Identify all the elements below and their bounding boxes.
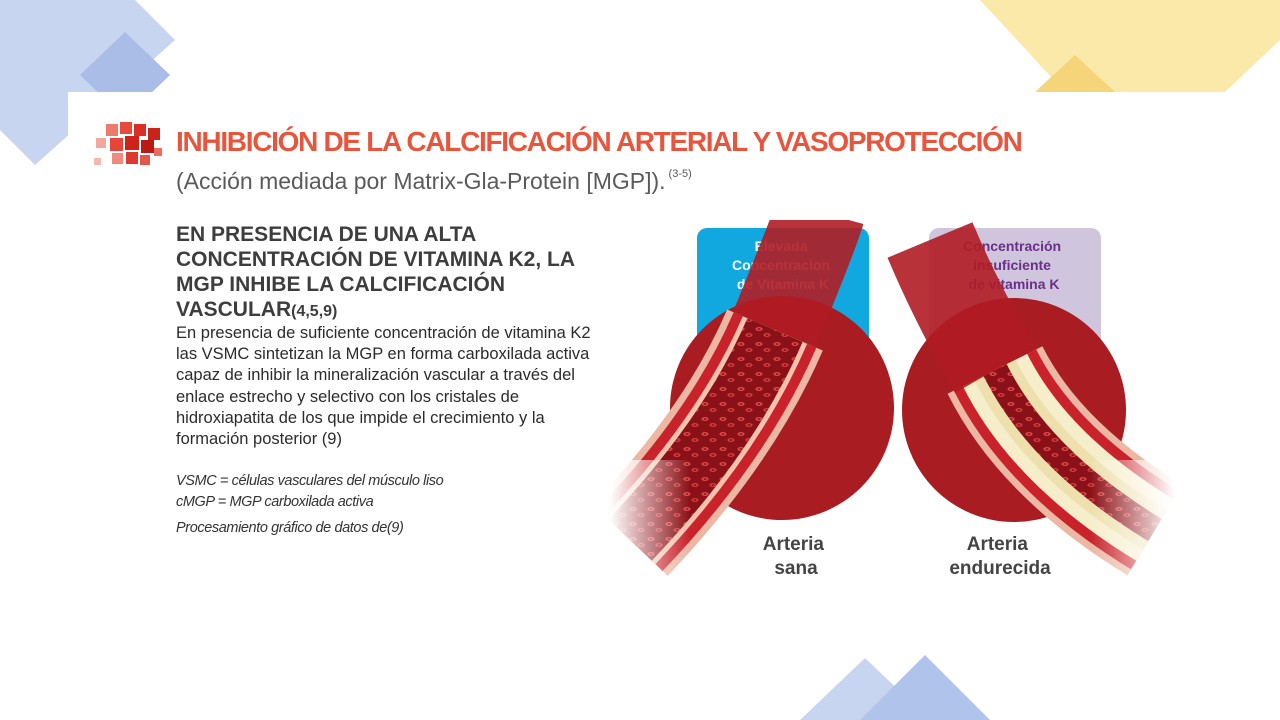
subtitle-reference: (3-5)	[668, 168, 692, 180]
right-label-line-2: endurecida	[949, 558, 1051, 579]
right-header-line-3: de vitamina K	[968, 276, 1060, 292]
section-heading	[176, 222, 606, 324]
right-label-line-1: Arteria	[966, 534, 1028, 555]
heading-reference: (4,5,9)	[291, 303, 338, 320]
left-panel-label	[763, 534, 830, 579]
left-header-line-3: de Vitamina K	[736, 276, 830, 292]
red-cubes-icon	[92, 118, 170, 170]
subtitle-text: (Acción mediada por Matrix-Gla-Protein [MGP]).	[176, 168, 666, 194]
heading-text: EN PRESENCIA DE UNA ALTA CONCENTRACIÓN DE VITAMINA K2, LA MGP INHIBE LA CALCIFICACIÓN VASCULAR	[176, 223, 575, 321]
decoration-bottom	[790, 640, 1030, 720]
decoration-top-right	[980, 0, 1280, 100]
left-label-line-1: Arteria	[762, 534, 824, 555]
note-vsmc: VSMC = células vasculares del músculo liso	[176, 473, 444, 489]
right-header-line-1: Concentración	[963, 238, 1062, 254]
left-header-line-2: Concentracion	[732, 257, 831, 273]
note-source: Procesamiento gráfico de datos de(9)	[176, 520, 404, 536]
right-header-line-2: insuficiente	[973, 257, 1051, 273]
left-header-line-1: Elevada	[754, 238, 808, 254]
right-panel-label	[949, 534, 1051, 579]
page-subtitle	[176, 168, 692, 195]
note-cmgp: cMGP = MGP carboxilada activa	[176, 494, 374, 510]
page-title: INHIBICIÓN DE LA CALCIFICACIÓN ARTERIAL Y VASOPROTECCIÓN	[176, 126, 1022, 157]
left-label-line-2: sana	[774, 558, 818, 579]
body-paragraph: En presencia de suficiente concentración de vitamina K2 las VSMC sintetizan la MGP en forma carboxilada activa capaz de inhibir la mineralización vascular a través del enlace estrecho y selectivo con los cristales de hidroxiapatita de los que impide el crecimiento y la formación posterior (9)	[176, 324, 591, 449]
artery-illustration	[610, 220, 1175, 600]
